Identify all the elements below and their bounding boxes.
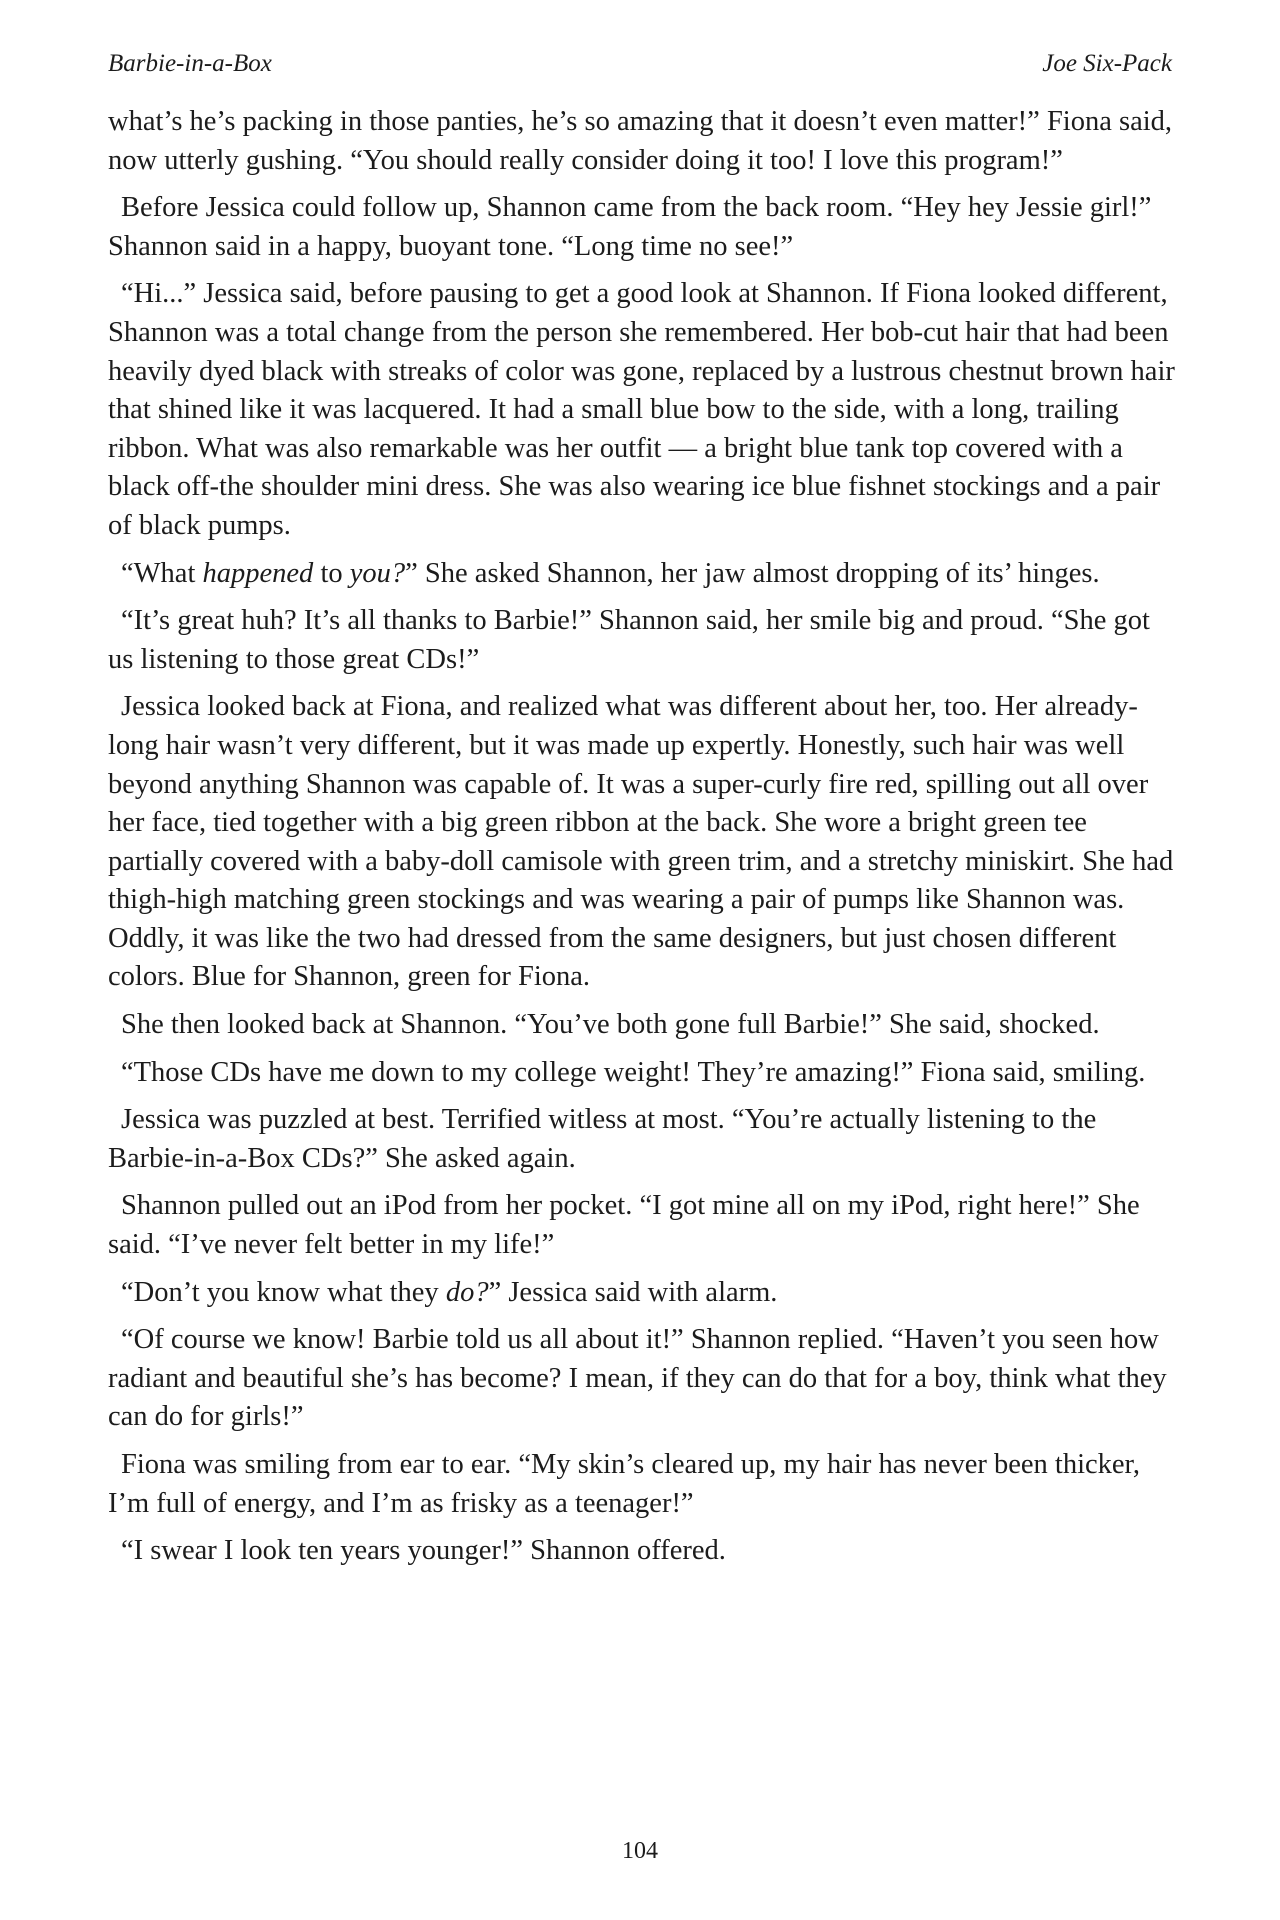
text-run: Shannon pulled out an iPod from her pocket. “I got mine all on my iPod, right here!” She said. “I’ve never felt better in my life!”	[108, 1190, 1140, 1261]
text-run: “What	[121, 557, 203, 589]
paragraph	[108, 1446, 1176, 1523]
text-run: “Of course we know! Barbie told us all about it!” Shannon replied. “Haven’t you seen how radiant and beautiful she’s has become? I mean, if they can do that for a boy, think what they can do for girls!”	[108, 1324, 1167, 1433]
text-run: “Those CDs have me down to my college weight! They’re amazing!” Fiona said, smiling.	[121, 1056, 1146, 1088]
paragraph	[108, 688, 1176, 997]
paragraph	[108, 1006, 1176, 1045]
text-run: Before Jessica could follow up, Shannon came from the back room. “Hey hey Jessie girl!” Shannon said in a happy, buoyant tone. “Long time no see!”	[108, 192, 1152, 262]
paragraph	[108, 1274, 1176, 1313]
text-run: Fiona was smiling from ear to ear. “My skin’s cleared up, my hair has never been thicker, I’m full of energy, and I’m as frisky as a teenager!”	[108, 1449, 1141, 1519]
paragraph	[108, 1054, 1176, 1093]
text-run: to	[313, 557, 350, 589]
paragraph	[108, 1532, 1176, 1571]
header-author: Joe Six-Pack	[1042, 50, 1172, 77]
body-text	[108, 103, 1176, 1580]
text-run: “Don’t you know what they	[121, 1276, 446, 1308]
italic-text-run: you?	[349, 557, 406, 589]
header-book-title: Barbie-in-a-Box	[108, 50, 272, 77]
text-run: “I swear I look ten years younger!” Shannon offered.	[121, 1535, 726, 1567]
paragraph	[108, 275, 1176, 545]
italic-text-run: happened	[202, 557, 314, 589]
paragraph	[108, 189, 1176, 266]
text-run: Jessica looked back at Fiona, and realized what was different about her, too. Her already-long hair wasn’t very different, but it was made up expertly. Honestly, such hair was well beyond anything Shannon was capable of. It was a super-curly fire red, spilling out all over her face, tied together with a big green ribbon at the back. She wore a bright green tee partially covered with a baby-doll camisole with green trim, and a stretchy miniskirt. She had thigh-high matching green stockings and was wearing a pair of pumps like Shannon was. Oddly, it was like the two had dressed from the same designers, but just chosen different colors. Blue for Shannon, green for Fiona.	[108, 691, 1174, 993]
italic-text-run: do?	[445, 1276, 489, 1308]
running-header	[108, 50, 1172, 84]
paragraph	[108, 1101, 1176, 1178]
paragraph	[108, 555, 1176, 594]
text-run: what’s he’s packing in those panties, he’s so amazing that it doesn’t even matter!” Fiona said, now utterly gushing. “You should really consider doing it too! I love this program!”	[108, 106, 1173, 176]
text-run: ” She asked Shannon, her jaw almost dropping of its’ hinges.	[405, 557, 1100, 589]
paragraph	[108, 1187, 1176, 1264]
paragraph	[108, 602, 1176, 679]
text-run: ” Jessica said with alarm.	[488, 1276, 778, 1308]
text-run: Jessica was puzzled at best. Terrified witless at most. “You’re actually listening to the Barbie-in-a-Box CDs?” She asked again.	[108, 1104, 1097, 1174]
paragraph	[108, 1321, 1176, 1437]
text-run: She then looked back at Shannon. “You’ve both gone full Barbie!” She said, shocked.	[121, 1009, 1100, 1041]
text-run: “It’s great huh? It’s all thanks to Barbie!” Shannon said, her smile big and proud. “She got us listening to those great CDs!”	[108, 605, 1150, 675]
paragraph	[108, 103, 1176, 180]
page-number: 104	[622, 1838, 658, 1864]
text-run: “Hi...” Jessica said, before pausing to get a good look at Shannon. If Fiona looked different, Shannon was a total change from the person she remembered. Her bob-cut hair that had been heavily dyed black with streaks of color was gone, replaced by a lustrous chestnut brown hair that shined like it was lacquered. It had a small blue bow to the side, with a long, trailing ribbon. What was also remarkable was her outfit — a bright blue tank top covered with a black off-the shoulder mini dress. She was also wearing ice blue fishnet stockings and a pair of black pumps.	[108, 278, 1175, 541]
